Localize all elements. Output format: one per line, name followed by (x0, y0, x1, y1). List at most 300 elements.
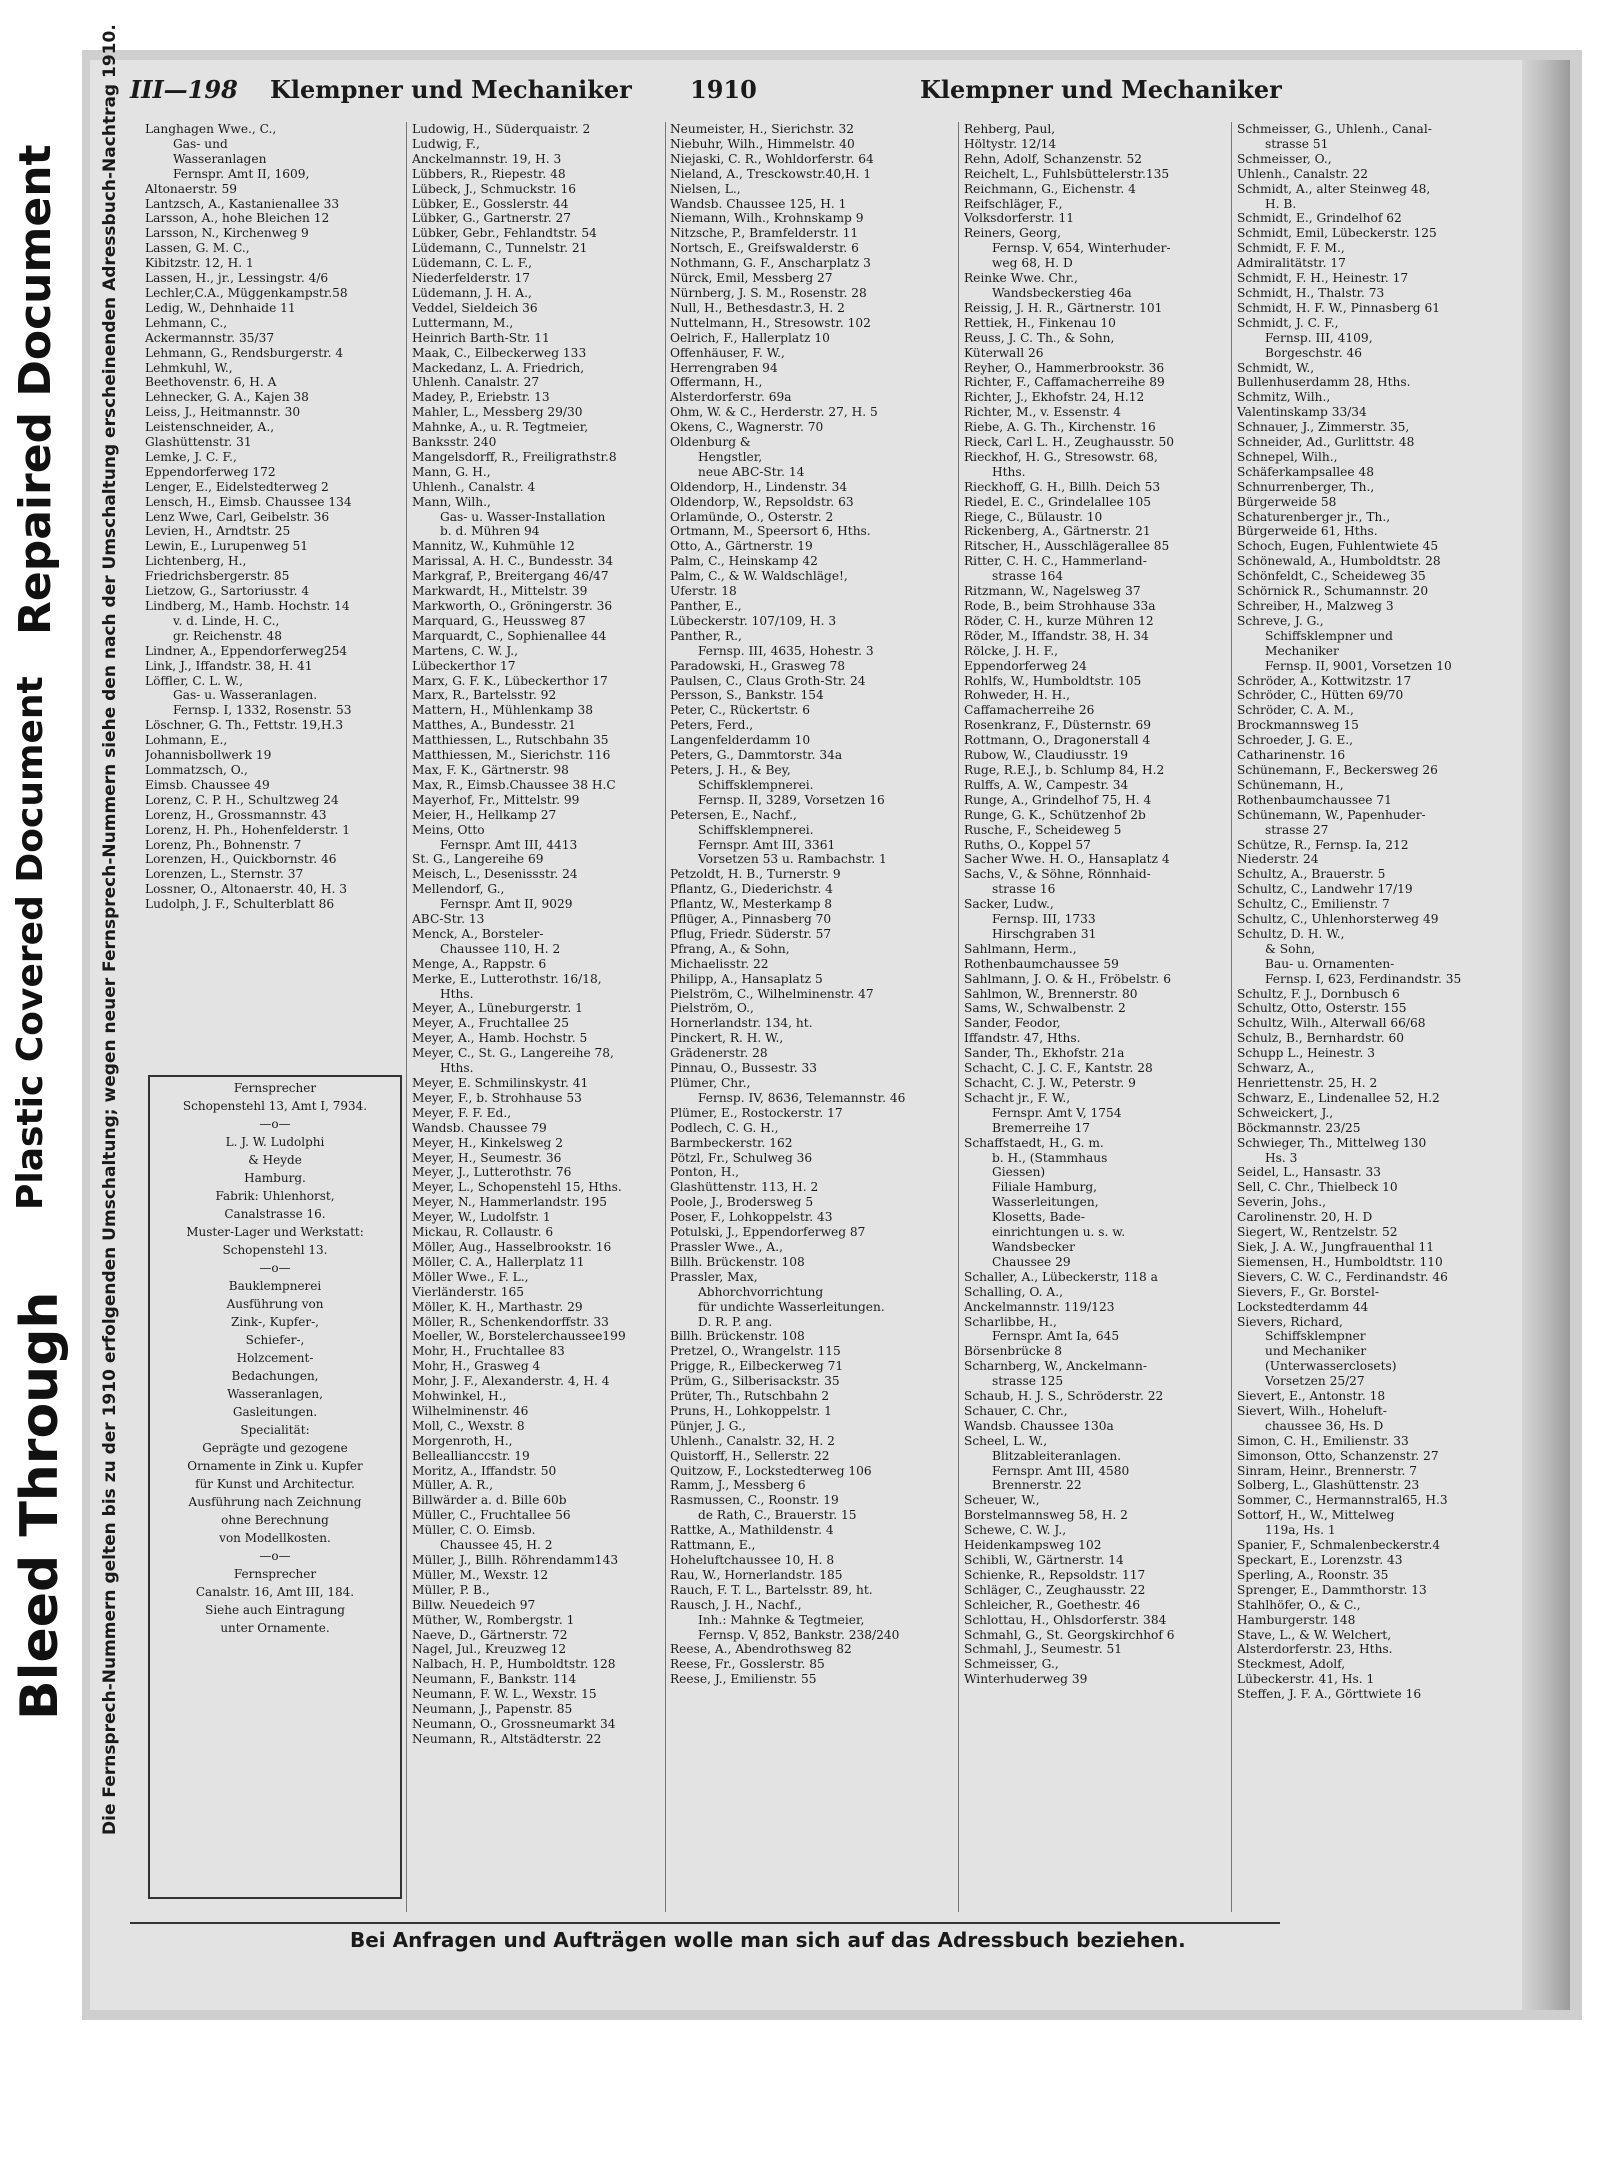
ad-line: Ausführung von (226, 1297, 324, 1311)
entry-line: Moll, C., Wexstr. 8 (412, 1418, 525, 1433)
entry-line: Lohmann, E., (145, 733, 228, 748)
ad-line: Canalstrasse 16. (224, 1207, 326, 1221)
entry-line: Schröder, C. A. M., (1237, 703, 1354, 718)
entry-line: Reyher, O., Hammerbrookstr. 36 (964, 360, 1165, 375)
entry-line: ABC-Str. 13 (412, 912, 485, 927)
entry-line: Brockmannsweg 15 (1237, 718, 1359, 733)
entry-line: Meyer, A., Hamb. Hochstr. 5 (412, 1031, 588, 1046)
ad-line: Canalstr. 16, Amt III, 184. (195, 1585, 355, 1599)
entry-line: Richter, M., v. Essenstr. 4 (964, 405, 1121, 420)
entry-line: Lehnecker, G. A., Kajen 38 (145, 390, 309, 405)
entry-line: b. H., (Stammhaus (992, 1150, 1108, 1165)
entry-line: Max, R., Eimsb.Chaussee 38 H.C (412, 777, 616, 792)
entry-line: Schiffsklempner (1265, 1329, 1366, 1344)
entry-line: Matthes, A., Bundesstr. 21 (412, 718, 576, 733)
entry-line: Schiffsklempnerei. (698, 777, 814, 792)
entry-line: Schultz, C., Landwehr 17/19 (1237, 882, 1413, 897)
entry-line: Meyer, E. Schmilinskystr. 41 (412, 1076, 589, 1090)
entry-line: Bremerreihe 17 (992, 1120, 1090, 1135)
entry-line: Niederstr. 24 (1237, 852, 1319, 867)
entry-line: Neumann, J., Papenstr. 85 (412, 1702, 573, 1717)
entry-line: Sperling, A., Roonstr. 35 (1237, 1567, 1389, 1582)
ad-line: —o— (259, 1549, 291, 1563)
entry-line: Peter, C., Rückertstr. 6 (670, 703, 811, 718)
entry-line: Ritter, C. H. C., Hammerland- (964, 554, 1147, 569)
entry-line: Sottorf, H., W., Mittelweg (1237, 1508, 1395, 1523)
entry-line: Winterhuderweg 39 (964, 1672, 1088, 1687)
entry-line: strasse 164 (992, 569, 1064, 584)
entry-line: Carolinenstr. 20, H. D (1237, 1210, 1373, 1225)
entry-line: Marx, G. F. K., Lübeckerthor 17 (412, 673, 608, 688)
column-3 (670, 122, 955, 1912)
entry-line: Offermann, H., (670, 375, 763, 390)
entry-line: Peters, G., Dammtorstr. 34a (670, 748, 843, 763)
entry-line: Filiale Hamburg, (992, 1180, 1098, 1195)
entry-line: Böckmannstr. 23/25 (1237, 1120, 1361, 1135)
entry-line: Plümer, Chr., (670, 1076, 751, 1090)
entry-line: Chaussee 110, H. 2 (440, 941, 561, 956)
entry-line: Schibli, W., Gärtnerstr. 14 (964, 1553, 1124, 1567)
entry-line: Speckart, E., Lorenzstr. 43 (1237, 1553, 1403, 1567)
entry-line: Lockstedterdamm 44 (1237, 1299, 1369, 1314)
entry-line: Richter, F., Caffamacherreihe 89 (964, 375, 1165, 390)
entry-line: Müller, C., Fruchtallee 56 (412, 1508, 571, 1523)
entry-line: Gas- u. Wasseranlagen. (173, 688, 318, 703)
entry-line: Schultz, Otto, Osterstr. 155 (1237, 1001, 1407, 1016)
entry-line: Schlottau, H., Ohlsdorferstr. 384 (964, 1612, 1167, 1627)
entry-line: Orlamünde, O., Osterstr. 2 (670, 509, 834, 524)
entry-line: Poole, J., Brodersweg 5 (670, 1195, 814, 1210)
entry-line: Null, H., Bethesdastr.3, H. 2 (670, 300, 845, 315)
entry-line: Runge, G. K., Schützenhof 2b (964, 807, 1146, 822)
entry-line: Scheuer, W., (964, 1493, 1040, 1508)
label-bleed-through: Bleed Through (10, 1291, 70, 1720)
entry-line: Ritzmann, W., Nagelsweg 37 (964, 584, 1141, 599)
entry-line: Hths. (440, 986, 474, 1001)
entry-line: Fernsp. III, 4635, Hohestr. 3 (698, 643, 874, 658)
entry-line: Ackermannstr. 35/37 (145, 330, 275, 345)
entry-line: Alsterdorferstr. 69a (670, 390, 792, 405)
ad-line: von Modellkosten. (219, 1531, 331, 1545)
entry-line: Schultz, A., Brauerstr. 5 (1237, 867, 1386, 882)
ad-line: Bauklempnerei (228, 1279, 322, 1293)
entry-line: Meyer, C., St. G., Langereihe 78, (412, 1046, 614, 1061)
entry-line: Prassler Wwe., A., (670, 1239, 783, 1254)
ad-line: Ornamente in Zink u. Kupfer (187, 1459, 363, 1473)
entry-line: Steffen, J. F. A., Görttwiete 16 (1237, 1687, 1422, 1702)
entry-line: Sievers, Richard, (1237, 1314, 1343, 1329)
entry-line: Sams, W., Schwalbenstr. 2 (964, 1001, 1126, 1016)
entry-line: Stahlhöfer, O., & C., (1237, 1597, 1361, 1612)
bottom-rule (130, 1922, 1280, 1924)
entry-line: Meyer, H., Kinkelsweg 2 (412, 1135, 563, 1150)
entry-line: Quistorff, H., Sellerstr. 22 (670, 1448, 830, 1463)
entry-line: Löschner, G. Th., Fettstr. 19,H.3 (145, 718, 344, 733)
entry-line: Admiralitätstr. 17 (1237, 256, 1346, 271)
entry-line: Schiffsklempnerei. (698, 822, 814, 837)
entry-line: Chaussee 29 (992, 1254, 1071, 1269)
entry-line: Schaller, A., Lübeckerstr, 118 a (964, 1269, 1158, 1284)
entry-line: Glashüttenstr. 113, H. 2 (670, 1180, 819, 1195)
entry-line: Richter, J., Ekhofstr. 24, H.12 (964, 390, 1145, 405)
entry-line: Persson, S., Bankstr. 154 (670, 688, 824, 703)
entry-line: Nortsch, E., Greifswalderstr. 6 (670, 241, 859, 256)
entry-line: Ramm, J., Messberg 6 (670, 1478, 806, 1493)
entry-line: Glashüttenstr. 31 (145, 435, 252, 450)
entry-line: Küterwall 26 (964, 345, 1044, 360)
entry-line: Lenz Wwe, Carl, Geibelstr. 36 (145, 509, 330, 524)
entry-line: Fernsp. III, 4109, (1265, 330, 1373, 345)
entry-line: Schalling, O. A., (964, 1284, 1063, 1299)
entry-line: Reese, J., Emilienstr. 55 (670, 1672, 817, 1687)
entry-line: Möller, C. A., Hallerplatz 11 (412, 1254, 585, 1269)
entry-line: Lüdemann, C., Tunnelstr. 21 (412, 241, 588, 256)
entry-line: Möller, R., Schenkendorffstr. 33 (412, 1314, 609, 1329)
entry-line: Valentinskamp 33/34 (1237, 405, 1367, 420)
entry-line: Schmidt, E., Grindelhof 62 (1237, 211, 1402, 226)
entry-line: Billh. Brückenstr. 108 (670, 1329, 805, 1344)
entry-line: Lehmann, C., (145, 315, 228, 330)
entry-line: Barmbeckerstr. 162 (670, 1135, 793, 1150)
entry-line: Höltystr. 12/14 (964, 136, 1057, 151)
ad-line: für Kunst und Architectur. (195, 1477, 355, 1491)
entry-line: Gas- und (173, 136, 228, 151)
entry-line: Henriettenstr. 25, H. 2 (1237, 1076, 1378, 1090)
entry-line: Oldendorp, H., Lindenstr. 34 (670, 479, 848, 494)
entry-line: Pretzel, O., Wrangelstr. 115 (670, 1344, 841, 1359)
entry-line: Bürgerweide 58 (1237, 494, 1337, 509)
entry-line: Lietzow, G., Sartoriusstr. 4 (145, 584, 310, 599)
entry-line: Schoch, Eugen, Fuhlentwiete 45 (1237, 539, 1439, 554)
entry-line: Fernspr. Amt II, 9029 (440, 897, 573, 912)
column-2 (412, 122, 662, 1912)
entry-line: Severin, Johs., (1237, 1195, 1327, 1210)
ad-line: Wasseranlagen, (227, 1387, 323, 1401)
entry-line: Neumeister, H., Sierichstr. 32 (670, 122, 854, 136)
entry-line: Matthiessen, M., Sierichstr. 116 (412, 748, 611, 763)
entry-line: Reuss, J. C. Th., & Sohn, (964, 330, 1115, 345)
entry-line: Schmahl, G., St. Georgskirchhof 6 (964, 1627, 1175, 1642)
entry-line: Lübker, Gebr., Fehlandtstr. 54 (412, 226, 597, 241)
entry-line: Rasmussen, C., Roonstr. 19 (670, 1493, 839, 1508)
entry-line: Rieck, Carl L. H., Zeughausstr. 50 (964, 435, 1174, 450)
entry-line: Fernsp. I, 623, Ferdinandstr. 35 (1265, 971, 1462, 986)
entry-line: Panther, R., (670, 628, 742, 643)
entry-line: Ohm, W. & C., Herderstr. 27, H. 5 (670, 405, 878, 420)
entry-line: Schmeisser, G., (964, 1657, 1059, 1672)
column-4 (964, 122, 1228, 1912)
column-divider (1231, 122, 1232, 1912)
entry-line: Markgraf, P., Breitergang 46/47 (412, 569, 609, 584)
entry-line: Fernsp. V, 654, Winterhuder- (992, 241, 1171, 256)
entry-line: Lübker, E., Gosslerstr. 44 (412, 196, 569, 211)
entry-line: Müller, M., Wexstr. 12 (412, 1567, 549, 1582)
entry-line: Pielström, C., Wilhelminenstr. 47 (670, 986, 874, 1001)
entry-line: Reichmann, G., Eichenstr. 4 (964, 181, 1136, 196)
entry-line: Nieland, A., Tresckowstr.40,H. 1 (670, 166, 872, 181)
entry-line: Veddel, Sieldeich 36 (412, 300, 538, 315)
entry-line: Rothenbaumchaussee 59 (964, 956, 1119, 971)
entry-line: Lindner, A., Eppendorferweg254 (145, 643, 348, 658)
entry-line: Pötzl, Fr., Schulweg 36 (670, 1150, 813, 1165)
entry-line: Rohlfs, W., Humboldtstr. 105 (964, 673, 1142, 688)
entry-line: Möller Wwe., F. L., (412, 1269, 529, 1284)
entry-line: Otto, A., Gärtnerstr. 19 (670, 539, 813, 554)
entry-line: Rölcke, J. H. F., (964, 643, 1058, 658)
entry-line: Rothenbaumchaussee 71 (1237, 792, 1392, 807)
ad-line: Geprägte und gezogene (202, 1441, 348, 1455)
label-plastic-covered: Plastic Covered Document (10, 676, 51, 1210)
entry-line: Schultz, F. J., Dornbusch 6 (1237, 986, 1400, 1001)
entry-line: Meyer, A., Fruchtallee 25 (412, 1016, 570, 1031)
entry-line: Uferstr. 18 (670, 584, 737, 599)
ad-line: L. J. W. Ludolphi (225, 1135, 325, 1149)
entry-line: Schaffstaedt, H., G. m. (964, 1135, 1104, 1150)
entry-line: Rosenkranz, F., Düsternstr. 69 (964, 718, 1152, 733)
entry-line: Heinrich Barth-Str. 11 (412, 330, 550, 345)
entry-line: Lantzsch, A., Kastanienallee 33 (145, 196, 340, 211)
entry-line: Mohwinkel, H., (412, 1389, 507, 1404)
entry-line: Sachs, V., & Söhne, Rönnhaid- (964, 867, 1151, 882)
entry-line: Runge, A., Grindelhof 75, H. 4 (964, 792, 1152, 807)
entry-line: Moritz, A., Iffandstr. 50 (412, 1463, 557, 1478)
entry-line: Scharnberg, W., Anckelmann- (964, 1359, 1147, 1374)
entry-line: Pflug, Friedr. Süderstr. 57 (670, 926, 832, 941)
entry-line: Rode, B., beim Strohhause 33a (964, 599, 1156, 613)
entry-line: Schönewald, A., Humboldtstr. 28 (1237, 554, 1441, 569)
entry-line: Ruths, O., Koppel 57 (964, 837, 1091, 852)
entry-line: Petersen, E., Nachf., (670, 807, 797, 822)
entry-line: Paulsen, C., Claus Groth-Str. 24 (670, 673, 866, 688)
entry-line: Sacher Wwe. H. O., Hansaplatz 4 (964, 852, 1170, 867)
entry-line: Rieckhoff, G. H., Billh. Deich 53 (964, 479, 1161, 494)
entry-line: Simonson, Otto, Schanzenstr. 27 (1237, 1448, 1439, 1463)
entry-line: Oldenburg & (670, 435, 751, 450)
entry-line: Schnurrenberger, Th., (1237, 479, 1375, 494)
entry-line: Reese, A., Abendrothsweg 82 (670, 1642, 852, 1657)
entry-line: Lübker, G., Gartnerstr. 27 (412, 211, 572, 226)
entry-line: Okens, C., Wagnerstr. 70 (670, 420, 824, 435)
entry-line: Mohr, H., Grasweg 4 (412, 1359, 541, 1374)
entry-line: Mohr, J. F., Alexanderstr. 4, H. 4 (412, 1374, 610, 1389)
entry-line: Siegert, W., Rentzelstr. 52 (1237, 1225, 1398, 1240)
entry-line: Borgeschstr. 46 (1265, 345, 1362, 360)
entry-line: Sell, C. Chr., Thielbeck 10 (1237, 1180, 1398, 1195)
entry-line: Catharinenstr. 16 (1237, 748, 1346, 763)
entry-line: Lorenz, H., Grossmannstr. 43 (145, 807, 327, 822)
entry-line: Wandsb. Chaussee 125, H. 1 (670, 196, 847, 211)
entry-line: Borstelmannsweg 58, H. 2 (964, 1508, 1128, 1523)
entry-line: Uhlenh., Canalstr. 4 (412, 479, 536, 494)
entry-line: Neumann, F., Bankstr. 114 (412, 1672, 577, 1687)
entry-line: Iffandstr. 47, Hths. (964, 1031, 1081, 1046)
entry-line: Prigge, R., Eilbeckerweg 71 (670, 1359, 844, 1374)
entry-line: Moeller, W., Borstelerchaussee199 (412, 1329, 626, 1344)
entry-line: für undichte Wasserleitungen. (698, 1299, 885, 1314)
entry-line: Petzoldt, H. B., Turnerstr. 9 (670, 867, 841, 882)
entry-line: Grädenerstr. 28 (670, 1046, 768, 1061)
entry-line: Pinckert, R. H. W., (670, 1031, 784, 1046)
entry-line: Riege, C., Bülaustr. 10 (964, 509, 1103, 524)
entry-line: Simon, C. H., Emilienstr. 33 (1237, 1433, 1409, 1448)
entry-line: Beethovenstr. 6, H. A (145, 375, 277, 390)
entry-line: Sander, Feodor, (964, 1016, 1061, 1031)
entry-line: neue ABC-Str. 14 (698, 464, 805, 479)
entry-line: Billh. Brückenstr. 108 (670, 1254, 805, 1269)
entry-line: Lossner, O., Altonaerstr. 40, H. 3 (145, 882, 347, 897)
entry-line: Pflüger, A., Pinnasberg 70 (670, 912, 832, 927)
entry-line: Lorenz, H. Ph., Hohenfelderstr. 1 (145, 822, 351, 837)
entry-line: Schnauer, J., Zimmerstr. 35, (1237, 420, 1410, 435)
entry-line: Müller, A. R., (412, 1478, 494, 1493)
entry-line: Pflantz, W., Mesterkamp 8 (670, 897, 833, 912)
entry-line: Hamburgerstr. 148 (1237, 1612, 1356, 1627)
entry-line: Sahlmann, J. O. & H., Fröbelstr. 6 (964, 971, 1171, 986)
entry-line: Klosetts, Bade- (992, 1210, 1085, 1225)
entry-line: Marx, R., Bartelsstr. 92 (412, 688, 557, 703)
entry-line: Herrengraben 94 (670, 360, 778, 375)
entry-line: Schleicher, R., Goethestr. 46 (964, 1597, 1141, 1612)
entry-line: Schröder, C., Hütten 69/70 (1237, 688, 1404, 703)
page-header (130, 75, 1330, 111)
entry-line: H. B. (1265, 196, 1297, 211)
entry-line: Hengstler, (698, 449, 763, 464)
entry-line: Schmidt, H., Thalstr. 73 (1237, 285, 1385, 300)
entry-line: Lüdemann, C. L. F., (412, 256, 533, 271)
entry-line: Schröder, A., Kottwitzstr. 17 (1237, 673, 1412, 688)
entry-line: Schweickert, J., (1237, 1105, 1334, 1120)
entry-line: Lorenzen, H., Quickbornstr. 46 (145, 852, 337, 867)
entry-line: Uhlenh., Canalstr. 22 (1237, 166, 1369, 181)
entry-line: strasse 16 (992, 882, 1056, 897)
ad-line: Zink-, Kupfer-, (231, 1315, 319, 1329)
entry-line: Rottmann, O., Dragonerstall 4 (964, 733, 1151, 748)
entry-line: Schmidt, H. F. W., Pinnasberg 61 (1237, 300, 1440, 315)
entry-line: Fernsp. I, 1332, Rosenstr. 53 (173, 703, 352, 718)
entry-line: Meyer, F., b. Strohhause 53 (412, 1090, 582, 1105)
entry-line: Wandsb. Chaussee 79 (412, 1120, 547, 1135)
entry-line: Pflantz, G., Diederichstr. 4 (670, 882, 833, 897)
entry-line: Neumann, F. W. L., Wexstr. 15 (412, 1687, 597, 1702)
page-number: III—198 (130, 75, 238, 104)
entry-line: Ortmann, M., Speersort 6, Hths. (670, 524, 871, 539)
entry-line: Levien, H., Arndtstr. 25 (145, 524, 291, 539)
entry-line: Lehmkuhl, W., (145, 360, 233, 375)
entry-line: Billw. Neuedeich 97 (412, 1597, 536, 1612)
entry-line: Meyer, J., Lutterothstr. 76 (412, 1165, 572, 1180)
entry-line: Reiners, Georg, (964, 226, 1061, 241)
entry-line: Meins, Otto (412, 822, 485, 837)
entry-line: Mohr, H., Fruchtallee 83 (412, 1344, 565, 1359)
entry-line: Sievers, C. W. C., Ferdinandstr. 46 (1237, 1269, 1448, 1284)
entry-line: Caffamacherreihe 26 (964, 703, 1095, 718)
entry-line: D. R. P. ang. (698, 1314, 773, 1329)
entry-line: Schiffsklempner und (1265, 628, 1393, 643)
entry-line: Sinram, Heinr., Brennerstr. 7 (1237, 1463, 1418, 1478)
ad-line: Fabrik: Uhlenhorst, (215, 1189, 335, 1203)
entry-line: Lübbers, R., Riepestr. 48 (412, 166, 566, 181)
entry-line: Rubow, W., Claudiusstr. 19 (964, 748, 1128, 763)
entry-line: Löffler, C. L. W., (145, 673, 244, 688)
entry-line: Podlech, C. G. H., (670, 1120, 779, 1135)
entry-line: Neumann, R., Altstädterstr. 22 (412, 1731, 602, 1746)
entry-line: Ludowig, H., Süderquaistr. 2 (412, 122, 591, 136)
entry-line: Schnepel, Wilh., (1237, 449, 1338, 464)
entry-line: einrichtungen u. s. w. (992, 1225, 1126, 1240)
entry-line: Mattern, H., Mühlenkamp 38 (412, 703, 593, 718)
entry-line: Lübeckerthor 17 (412, 658, 516, 673)
entry-line: Morgenroth, H., (412, 1433, 513, 1448)
entry-line: Schmidt, A., alter Steinweg 48, (1237, 181, 1431, 196)
entry-line: Neumann, O., Grossneumarkt 34 (412, 1716, 616, 1731)
entry-line: Peters, Ferd., (670, 718, 754, 733)
entry-line: Meier, H., Hellkamp 27 (412, 807, 557, 822)
entry-line: Uhlenh., Canalstr. 32, H. 2 (670, 1433, 835, 1448)
entry-line: Schneider, Ad., Gurlittstr. 48 (1237, 435, 1415, 450)
entry-line: Nothmann, G. F., Anscharplatz 3 (670, 256, 871, 271)
ad-line: Bedachungen, (231, 1369, 319, 1383)
entry-line: Sommer, C., Hermannstral65, H.3 (1237, 1493, 1448, 1508)
entry-line: Lassen, G. M. C., (145, 241, 250, 256)
entry-line: Bullenhuserdamm 28, Hths. (1237, 375, 1411, 390)
entry-line: Lichtenberg, H., (145, 554, 247, 569)
entry-line: Schwieger, Th., Mittelweg 130 (1237, 1135, 1427, 1150)
entry-line: Siek, J. A. W., Jungfrauenthal 11 (1237, 1239, 1435, 1254)
entry-line: Wandsbecker (992, 1239, 1075, 1254)
entry-line: Pünjer, J. G., (670, 1418, 746, 1433)
entry-line: Rattmann, E., (670, 1538, 756, 1553)
entry-line: Röder, C. H., kurze Mühren 12 (964, 613, 1154, 628)
entry-line: Lensch, H., Eimsb. Chaussee 134 (145, 494, 352, 509)
entry-line: Schaub, H. J. S., Schröderstr. 22 (964, 1389, 1164, 1404)
entry-line: Michaelisstr. 22 (670, 956, 769, 971)
entry-line: gr. Reichenstr. 48 (173, 628, 282, 643)
ad-line: ohne Berechnung (221, 1513, 329, 1527)
entry-line: Schütze, R., Fernsp. Ia, 212 (1237, 837, 1409, 852)
entry-line: Fernsp. II, 3289, Vorsetzen 16 (698, 792, 885, 807)
header-title-left: Klempner und Mechaniker (270, 75, 632, 104)
entry-line: Nürck, Emil, Messberg 27 (670, 271, 833, 286)
entry-line: Rettiek, H., Finkenau 10 (964, 315, 1116, 330)
entry-line: Stave, L., & W. Welchert, (1237, 1627, 1392, 1642)
entry-line: Leistenschneider, A., (145, 420, 275, 435)
entry-line: Lechler,C.A., Müggenkampstr.58 (145, 285, 348, 300)
entry-line: Marissal, A. H. C., Bundesstr. 34 (412, 554, 614, 569)
entry-line: Schmidt, W., (1237, 360, 1315, 375)
entry-line: Matthiessen, L., Rutschbahn 35 (412, 733, 609, 748)
entry-line: Max, F. K., Gärtnerstr. 98 (412, 762, 569, 777)
page-binding (1522, 60, 1570, 2010)
entry-line: Lorenzen, L., Sternstr. 37 (145, 867, 304, 882)
entry-line: Mahnke, A., u. R. Tegtmeier, (412, 420, 589, 435)
entry-line: Hths. (992, 464, 1026, 479)
entry-line: Ledig, W., Dehnhaide 11 (145, 300, 296, 315)
entry-line: Brennerstr. 22 (992, 1478, 1082, 1493)
ad-line: Specialität: (240, 1423, 310, 1437)
entry-line: Rusche, F., Scheideweg 5 (964, 822, 1122, 837)
entry-line: Lorenz, Ph., Bohnenstr. 7 (145, 837, 302, 852)
entry-line: Inh.: Mahnke & Tegtmeier, (698, 1612, 865, 1627)
ad-line: unter Ornamente. (220, 1621, 330, 1635)
ad-line: —o— (259, 1117, 291, 1131)
entry-line: Möller, K. H., Marthastr. 29 (412, 1299, 583, 1314)
entry-line: Ponton, H., (670, 1165, 740, 1180)
entry-line: Fernspr. Amt Ia, 645 (992, 1329, 1120, 1344)
entry-line: Rehberg, Paul, (964, 122, 1056, 136)
entry-line: 119a, Hs. 1 (1265, 1523, 1336, 1538)
entry-line: Chaussee 45, H. 2 (440, 1538, 553, 1553)
vertical-phone-note: Die Fernsprech-Nummern gelten bis zu der 1910 erfolgenden Umschaltung; wegen neuer Fernsprech-Nummern siehe den nach der Umschaltung erscheinenden Adressbuch-Nachtrag 1910. (100, 24, 120, 1835)
